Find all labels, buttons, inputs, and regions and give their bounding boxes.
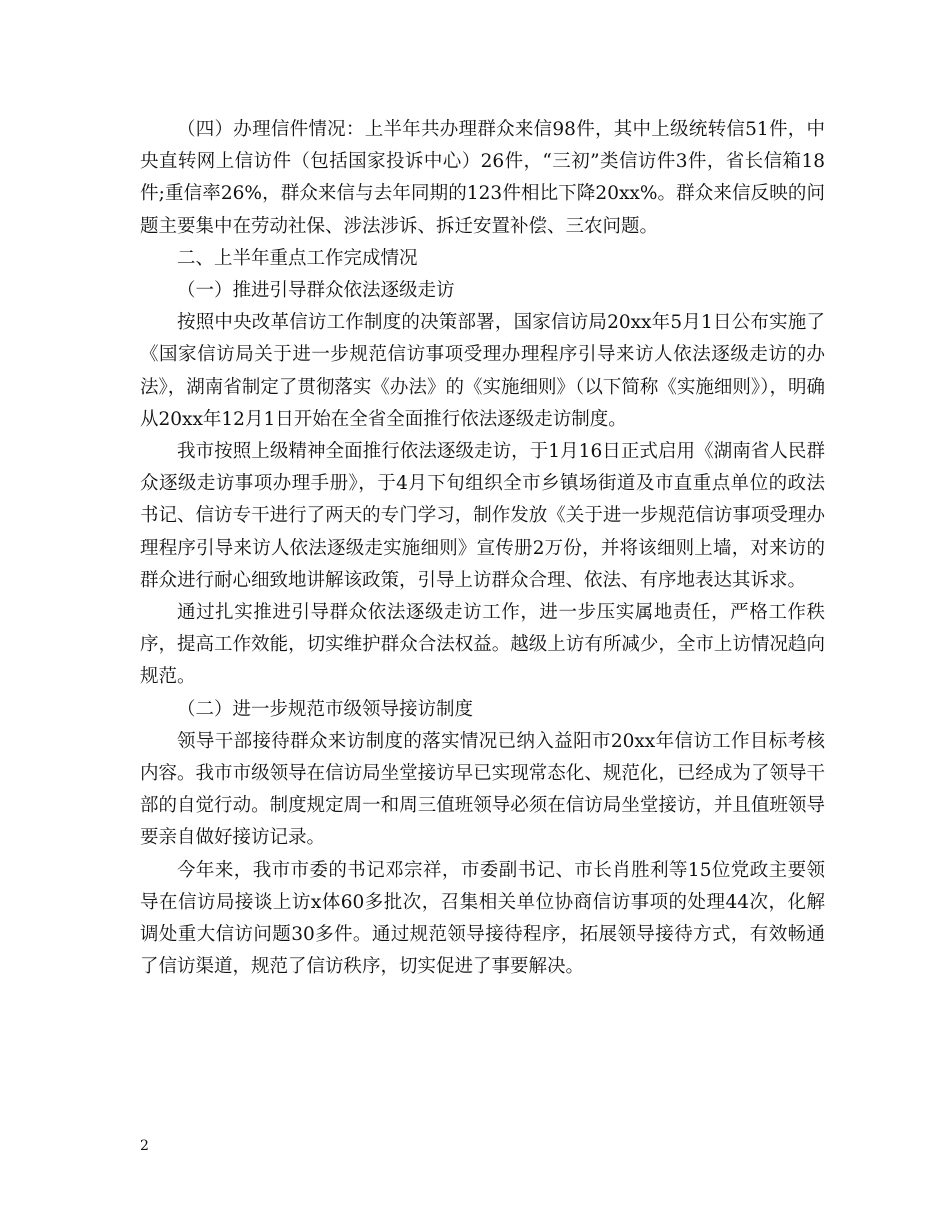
paragraph-city-implementation: 我市按照上级精神全面推行依法逐级走访，于1月16日正式启用《湖南省人民群众逐级走访事项办理手册》，于4月下旬组织全市乡镇场街道及市直重点单位的政法书记、信访专干进行了两天的专门学习，制作发放《关于进一步规范信访事项受理办理程序引导来访人依法逐级走实施细则》宣传册2万份，并将该细则上墙，对来访的群众进行耐心细致地讲解该政策，引导上访群众合理、依法、有序地表达其诉求。 — [140, 441, 825, 591]
paragraph-national-policy: 按照中央改革信访工作制度的决策部署，国家信访局20xx年5月1日公布实施了《国家信访局关于进一步规范信访事项受理办理程序引导来访人依法逐级走访的办法》，湖南省制定了贯彻落实《办法》的《实施细则》（以下简称《实施细则》），明确从20xx年12月1日开始在全省全面推行依法逐级走访制度。 — [140, 312, 825, 430]
subheading-step-by-step-visits: （一）推进引导群众依法逐级走访 — [177, 280, 455, 302]
document-body — [140, 114, 825, 983]
paragraph-leader-system: 领导干部接待群众来访制度的落实情况已纳入益阳市20xx年信访工作目标考核内容。我市市级领导在信访局坐堂接访早已实现常态化、规范化，已经成为了领导干部的自觉行动。制度规定周一和周三值班领导必须在信访局坐堂接访，并且值班领导要亲自做好接访记录。 — [140, 730, 825, 849]
paragraph-leader-results: 今年来，我市市委的书记邓宗祥，市委副书记、市长肖胜利等15位党政主要领导在信访局接谈上访x体60多批次，召集相关单位协商信访事项的处理44次，化解调处重大信访问题30多件。通过规范领导接待程序，拓展领导接待方式，有效畅通了信访渠道，规范了信访秩序，切实促进了事要解决。 — [140, 859, 825, 978]
paragraph-results: 通过扎实推进引导群众依法逐级走访工作，进一步压实属地责任，严格工作秩序，提高工作效能，切实维护群众合法权益。越级上访有所减少，全市上访情况趋向规范。 — [140, 602, 825, 688]
paragraph-letters-handling: （四）办理信件情况：上半年共办理群众来信98件，其中上级统转信51件，中央直转网上信访件（包括国家投诉中心）26件，“三初”类信访件3件，省长信箱18件;重信率26%，群众来信与去年同期的123件相比下降20xx%。群众来信反映的问题主要集中在劳动社保、涉法涉诉、拆迁安置补偿、三农问题。 — [140, 119, 825, 237]
subheading-leader-reception: （二）进一步规范市级领导接访制度 — [177, 698, 474, 720]
section-heading-key-work: 二、上半年重点工作完成情况 — [177, 247, 418, 269]
page-number: 2 — [140, 1138, 149, 1154]
